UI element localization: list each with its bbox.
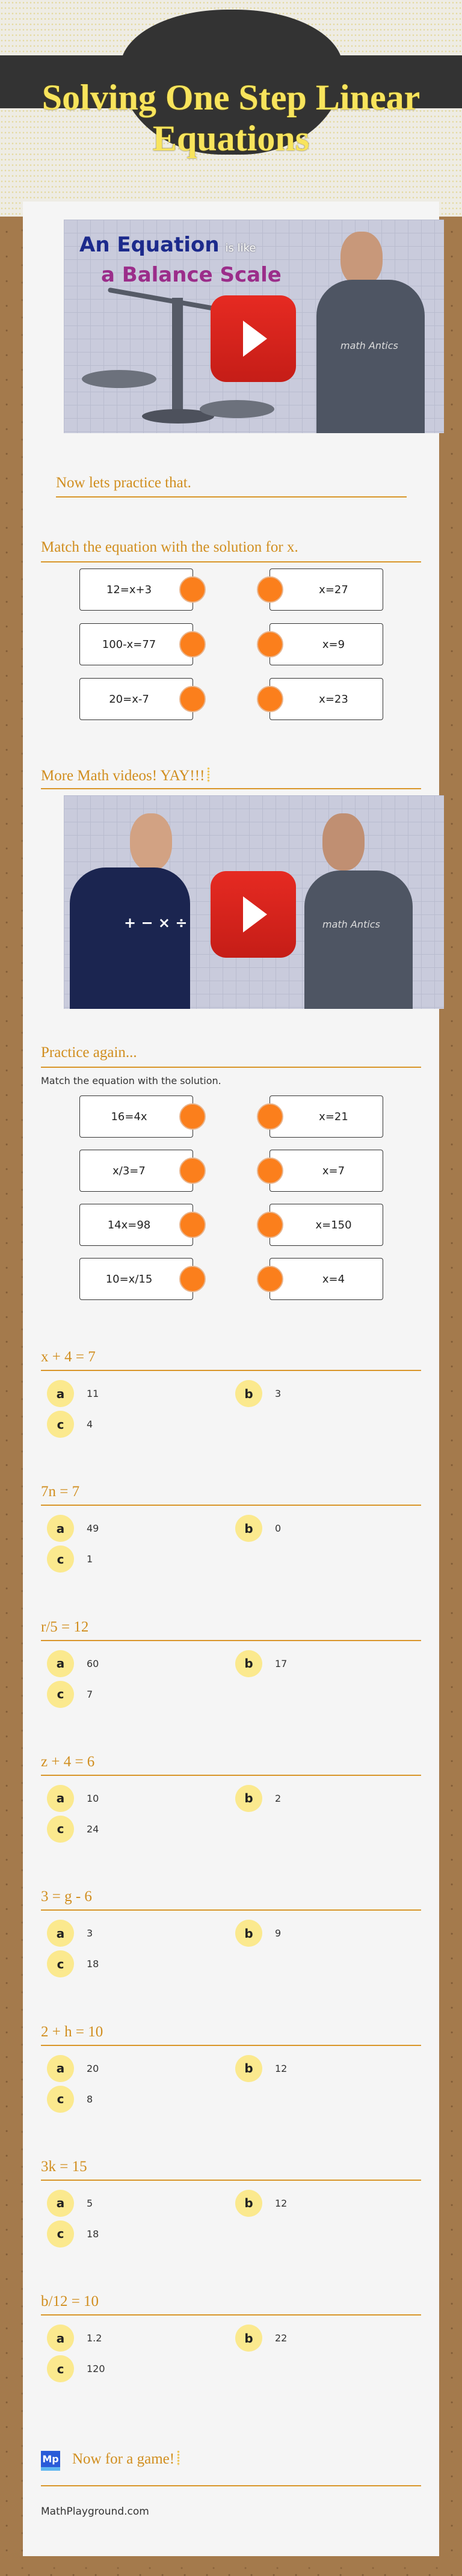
match-left-text: 16=4x <box>111 1110 147 1123</box>
match-right-card[interactable] <box>270 1095 383 1138</box>
option-text: 1.2 <box>87 2332 102 2344</box>
divider <box>41 788 421 789</box>
option-letter-badge: a <box>47 1650 74 1677</box>
game-heading-text: Now for a game! <box>72 2451 175 2467</box>
divider <box>41 1640 421 1641</box>
option-letter-badge: c <box>47 1681 74 1708</box>
divider <box>41 1775 421 1776</box>
divider <box>41 1505 421 1506</box>
option-text: 8 <box>87 2093 93 2105</box>
scale-beam <box>108 288 227 313</box>
quiz-option-a[interactable] <box>47 1515 99 1542</box>
match-right-text: x=27 <box>319 583 348 596</box>
quiz-option-c[interactable] <box>47 1411 93 1438</box>
quiz-option-a[interactable] <box>47 1650 99 1677</box>
option-letter-badge: c <box>47 1545 74 1573</box>
option-letter-badge: c <box>47 1816 74 1843</box>
match-left-card[interactable] <box>79 569 193 611</box>
match-right-connector[interactable] <box>257 1212 283 1238</box>
option-text: 120 <box>87 2363 105 2375</box>
quiz-option-c[interactable] <box>47 2086 93 2113</box>
option-letter-badge: a <box>47 1920 74 1947</box>
quiz-option-c[interactable] <box>47 1950 99 1977</box>
option-letter-badge: c <box>47 2355 74 2382</box>
option-text: 3 <box>87 1927 93 1940</box>
video-embed-balance-scale[interactable] <box>64 220 444 433</box>
option-text: 12 <box>275 2197 288 2209</box>
option-letter-badge: a <box>47 2325 74 2352</box>
content-card <box>23 202 439 2556</box>
option-text: 17 <box>275 1657 288 1669</box>
quiz-question: 3k = 15 <box>41 2158 87 2175</box>
option-letter-badge: b <box>235 1920 262 1947</box>
option-text: 4 <box>87 1419 93 1430</box>
quiz-question: 7n = 7 <box>41 1484 80 1500</box>
option-letter-badge: b <box>235 2055 262 2082</box>
presenter-shirt <box>316 280 425 433</box>
section-heading-more-videos <box>41 767 210 785</box>
dotted-marker-icon <box>207 767 210 783</box>
divider <box>41 561 421 562</box>
quiz-question: b/12 = 10 <box>41 2293 99 2310</box>
match-right-text: x=150 <box>315 1218 352 1231</box>
match-left-card[interactable] <box>79 1095 193 1138</box>
match-right-card[interactable] <box>270 623 383 665</box>
match2-instruction: Match the equation with the solution. <box>41 1075 221 1086</box>
match-left-text: 14x=98 <box>107 1218 151 1231</box>
quiz-option-c[interactable] <box>47 2355 105 2382</box>
option-letter-badge: c <box>47 2220 74 2248</box>
divider <box>41 1909 421 1911</box>
match-left-text: 10=x/15 <box>105 1272 153 1286</box>
quiz-question: 2 + h = 10 <box>41 2023 103 2040</box>
quiz-question: z + 4 = 6 <box>41 1753 95 1770</box>
option-letter-badge: a <box>47 1380 74 1407</box>
match-left-connector[interactable] <box>179 576 206 603</box>
shirt-logo: math Antics <box>322 919 380 930</box>
divider <box>56 496 407 498</box>
quiz-option-c[interactable] <box>47 2220 99 2248</box>
match-right-text: x=9 <box>322 638 345 651</box>
match-right-text: x=4 <box>322 1272 345 1286</box>
youtube-play-icon[interactable] <box>211 295 296 382</box>
option-text: 11 <box>87 1388 99 1399</box>
match-left-connector[interactable] <box>179 631 206 658</box>
quiz-option-a[interactable] <box>47 2190 93 2217</box>
match-left-connector[interactable] <box>179 1157 206 1184</box>
mathplayground-logo-icon: Mp <box>41 2451 60 2471</box>
scale-pan-right <box>200 400 274 418</box>
quiz-option-b[interactable] <box>235 2325 287 2352</box>
match-right-connector[interactable] <box>257 631 283 658</box>
video-title-line <box>79 232 256 262</box>
match-left-card[interactable] <box>79 623 193 665</box>
presenter-right-head <box>322 813 365 870</box>
presenter-left-shirt <box>70 867 190 1009</box>
match-right-connector[interactable] <box>257 1103 283 1130</box>
match-left-text: x/3=7 <box>112 1164 146 1177</box>
option-text: 3 <box>275 1388 282 1399</box>
option-text: 10 <box>87 1792 99 1804</box>
scale-pan-left <box>82 370 156 388</box>
option-letter-badge: a <box>47 2190 74 2217</box>
quiz-option-b[interactable] <box>235 1650 287 1677</box>
more-videos-text: More Math videos! YAY!!! <box>41 768 205 784</box>
option-text: 12 <box>275 2062 288 2074</box>
video-title-text: An Equation <box>79 233 220 257</box>
quiz-option-a[interactable] <box>47 1380 99 1407</box>
youtube-play-icon[interactable] <box>211 871 296 958</box>
match-right-text: x=21 <box>319 1110 348 1123</box>
quiz-option-a[interactable] <box>47 1785 99 1812</box>
quiz-option-c[interactable] <box>47 1545 93 1573</box>
quiz-option-b[interactable] <box>235 2190 287 2217</box>
option-text: 2 <box>275 1792 282 1804</box>
match-right-card[interactable] <box>270 1204 383 1246</box>
quiz-option-a[interactable] <box>47 2325 102 2352</box>
quiz-option-c[interactable] <box>47 1681 93 1708</box>
match-left-text: 12=x+3 <box>106 583 152 596</box>
option-letter-badge: a <box>47 2055 74 2082</box>
option-letter-badge: b <box>235 2190 262 2217</box>
option-letter-badge: a <box>47 1785 74 1812</box>
match-left-connector[interactable] <box>179 1212 206 1238</box>
quiz-question: r/5 = 12 <box>41 1618 89 1635</box>
match-right-connector[interactable] <box>257 576 283 603</box>
quiz-option-b[interactable] <box>235 1785 281 1812</box>
match-right-card[interactable] <box>270 569 383 611</box>
quiz-option-c[interactable] <box>47 1816 99 1843</box>
match-left-card[interactable] <box>79 678 193 720</box>
scale-post <box>172 298 183 412</box>
match-left-card[interactable] <box>79 1258 193 1300</box>
quiz-option-a[interactable] <box>47 2055 99 2082</box>
option-text: 60 <box>87 1657 99 1669</box>
match-left-text: 100-x=77 <box>102 638 156 651</box>
match2-heading: Practice again... <box>41 1044 137 1061</box>
option-text: 1 <box>87 1553 93 1565</box>
option-letter-badge: c <box>47 2086 74 2113</box>
quiz-question: x + 4 = 7 <box>41 1349 96 1365</box>
divider <box>41 2485 421 2486</box>
option-text: 0 <box>275 1523 282 1535</box>
presenter-head <box>340 232 383 286</box>
match-right-connector[interactable] <box>257 686 283 712</box>
video-embed-math-antics[interactable] <box>64 795 444 1009</box>
section-heading-practice: Now lets practice that. <box>56 475 191 491</box>
quiz-option-a[interactable] <box>47 1920 93 1947</box>
match-left-connector[interactable] <box>179 686 206 712</box>
divider <box>41 2314 421 2316</box>
dotted-marker-icon <box>177 2450 180 2466</box>
match1-heading: Match the equation with the solution for x. <box>41 539 298 555</box>
option-letter-badge: b <box>235 1515 262 1542</box>
option-letter-badge: a <box>47 1515 74 1542</box>
divider <box>41 1067 421 1068</box>
presenter-right-shirt <box>304 870 413 1009</box>
game-heading <box>72 2450 180 2468</box>
option-letter-badge: b <box>235 1380 262 1407</box>
option-letter-badge: b <box>235 2325 262 2352</box>
match-left-connector[interactable] <box>179 1266 206 1292</box>
match-right-card[interactable] <box>270 1150 383 1192</box>
option-text: 5 <box>87 2197 93 2209</box>
option-text: 18 <box>87 1958 99 1970</box>
divider <box>41 1370 421 1371</box>
divider <box>41 2180 421 2181</box>
match-right-connector[interactable] <box>257 1157 283 1184</box>
video-subtitle-text: a Balance Scale <box>101 263 282 287</box>
quiz-option-b[interactable] <box>235 2055 287 2082</box>
match-right-connector[interactable] <box>257 1266 283 1292</box>
option-letter-badge: b <box>235 1785 262 1812</box>
shirt-logo: math Antics <box>340 340 398 351</box>
quiz-option-b[interactable] <box>235 1920 281 1947</box>
option-letter-badge: c <box>47 1950 74 1977</box>
match-left-connector[interactable] <box>179 1103 206 1130</box>
page-title: Solving One Step Linear Equations <box>42 78 420 158</box>
option-text: 9 <box>275 1927 282 1940</box>
option-text: 24 <box>87 1823 99 1835</box>
match-right-card[interactable] <box>270 678 383 720</box>
video-title-small: is like <box>225 242 256 254</box>
match-right-text: x=7 <box>322 1164 345 1177</box>
option-text: 22 <box>275 2332 288 2344</box>
match-right-text: x=23 <box>319 692 348 706</box>
divider <box>41 2045 421 2046</box>
match-left-text: 20=x-7 <box>109 692 149 706</box>
match-left-card[interactable] <box>79 1204 193 1246</box>
option-letter-badge: c <box>47 1411 74 1438</box>
option-text: 20 <box>87 2062 99 2074</box>
option-text: 49 <box>87 1523 99 1535</box>
quiz-option-b[interactable] <box>235 1515 281 1542</box>
presenter-left-head <box>130 813 172 870</box>
match-right-card[interactable] <box>270 1258 383 1300</box>
quiz-question: 3 = g - 6 <box>41 1888 92 1905</box>
shirt-math-symbols: + − × ÷ <box>124 914 188 931</box>
quiz-option-b[interactable] <box>235 1380 281 1407</box>
option-text: 7 <box>87 1688 93 1700</box>
match-left-card[interactable] <box>79 1150 193 1192</box>
mathplayground-link[interactable]: MathPlayground.com <box>41 2506 149 2518</box>
option-text: 18 <box>87 2228 99 2240</box>
option-letter-badge: b <box>235 1650 262 1677</box>
